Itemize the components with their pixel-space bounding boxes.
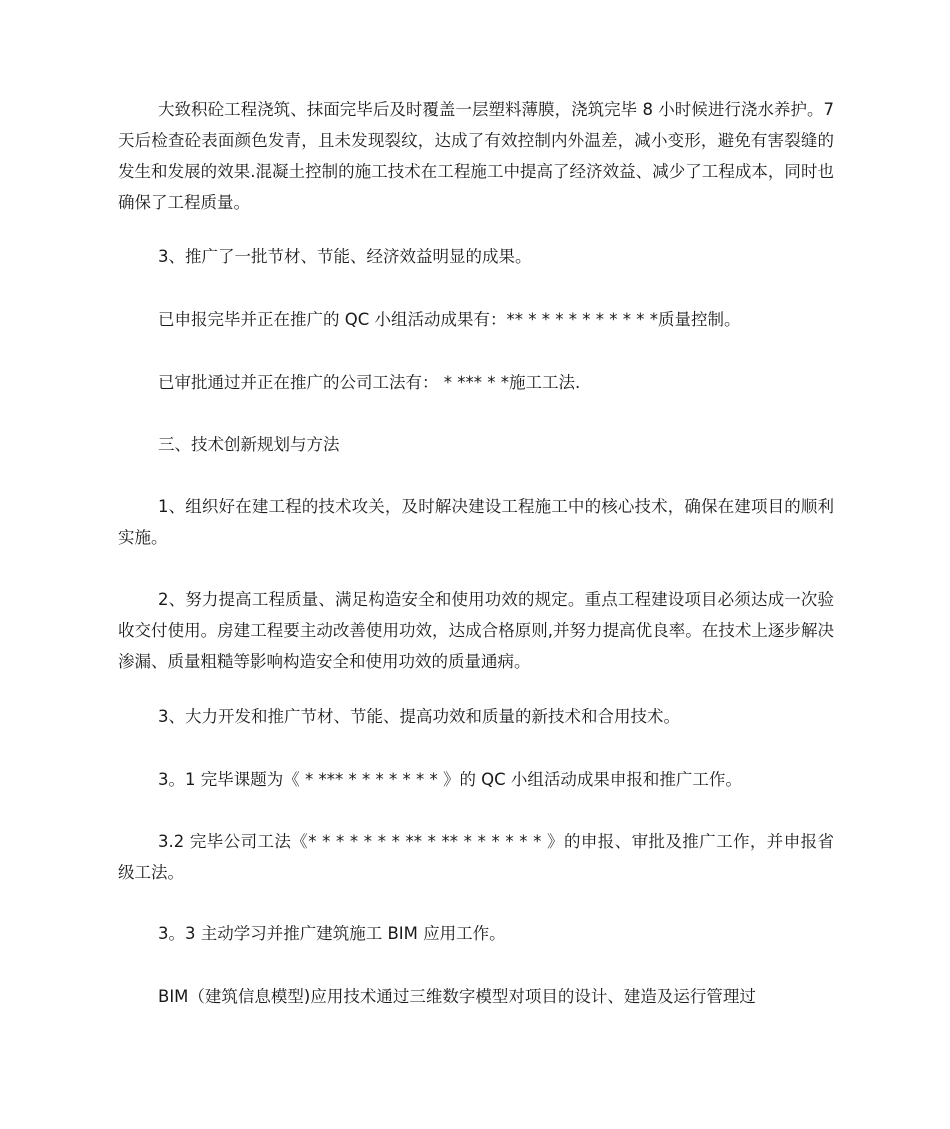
- paragraph-point-3: 3、推广了一批节材、节能、经济效益明显的成果。: [158, 247, 532, 266]
- paragraph-item-3-1: 3。1 完毕课题为《 * *** * * * * * * * 》的 QC 小组活动成果申报和推广工作。: [158, 770, 742, 789]
- section-heading-innovation-plan: 三、技术创新规划与方法: [158, 435, 340, 454]
- paragraph-qc-results: 已申报完毕并正在推广的 QC 小组活动成果有：** * * * * * * * * * *质量控制。: [158, 310, 741, 329]
- paragraph-item-3-2: 3.2 完毕公司工法《* * * * * * * ** * ** * * * * * * 》的申报、审批及推广工作，并申报省级工法。: [118, 832, 834, 882]
- paragraph-item-2: 2、努力提高工程质量、满足构造安全和使用功效的规定。重点工程建设项目必须达成一次验收交付使用。房建工程要主动改善使用功效，达成合格原则,并努力提高优良率。在技术上逐步解决渗漏、质量粗糙等影响构造安全和使用功效的质量通病。: [118, 590, 834, 671]
- paragraph-company-methods: 已审批通过并正在推广的公司工法有： * *** * *施工工法.: [158, 373, 581, 392]
- paragraph-item-1: 1、组织好在建工程的技术攻关，及时解决建设工程施工中的核心技术，确保在建项目的顺利实施。: [118, 497, 834, 547]
- paragraph-curing: 大致积砼工程浇筑、抹面完毕后及时覆盖一层塑料薄膜，浇筑完毕 8 小时候进行浇水养护。7 天后检查砼表面颜色发青，且未发现裂纹，达成了有效控制内外温差，减小变形，避免有害裂缝的发生和发展的效果.混凝土控制的施工技术在工程施工中提高了经济效益、减少了工程成本，同时也确保了工程质量。: [118, 100, 834, 212]
- paragraph-bim: BIM（建筑信息模型)应用技术通过三维数字模型对项目的设计、建造及运行管理过: [158, 987, 756, 1006]
- paragraph-item-3-3: 3。3 主动学习并推广建筑施工 BIM 应用工作。: [158, 924, 506, 943]
- paragraph-item-3: 3、大力开发和推广节材、节能、提高功效和质量的新技术和合用技术。: [158, 707, 680, 726]
